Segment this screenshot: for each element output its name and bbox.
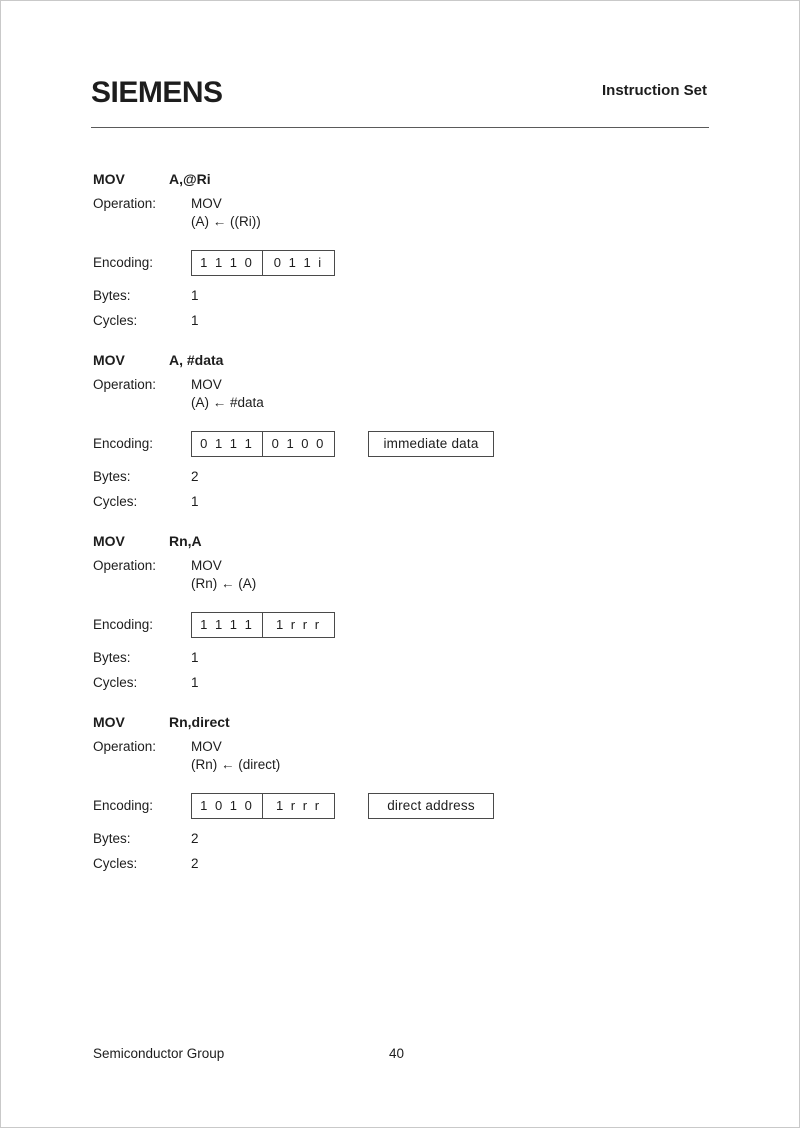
operands: Rn,direct (169, 714, 230, 730)
instruction-block-mov-a-ri (93, 171, 709, 352)
encoding-nibble-low: 1 r r r (275, 798, 322, 813)
operation-lines (191, 376, 264, 412)
operation-line: (Rn) ← (direct) (191, 757, 281, 772)
mnemonic: MOV (93, 533, 125, 549)
footer-group-name: Semiconductor Group (93, 1046, 225, 1061)
operation-label: Operation: (93, 377, 157, 392)
encoding-nibble-high: 1 1 1 0 (192, 251, 263, 275)
operation-lines (191, 557, 256, 593)
cycles-row (93, 855, 199, 873)
bytes-value: 1 (191, 650, 199, 665)
bytes-label: Bytes: (93, 650, 131, 665)
cycles-row (93, 312, 199, 330)
cycles-label: Cycles: (93, 856, 138, 871)
cycles-row (93, 493, 199, 511)
operation-line: (A) ← ((Ri)) (191, 214, 261, 229)
encoding-nibble-low: 1 r r r (275, 617, 322, 632)
encoding-row (93, 431, 709, 457)
cycles-value: 1 (191, 675, 199, 690)
operation-lines (191, 738, 280, 774)
bytes-label: Bytes: (93, 469, 131, 484)
operation-row (93, 738, 280, 774)
operation-row (93, 195, 261, 231)
operands: Rn,A (169, 533, 202, 549)
operands: A,@Ri (169, 171, 211, 187)
cycles-value: 2 (191, 856, 199, 871)
mnemonic: MOV (93, 171, 125, 187)
encoding-row (93, 250, 709, 276)
bytes-value: 2 (191, 831, 199, 846)
operation-line: (Rn) ← (A) (191, 576, 257, 591)
header-divider (91, 127, 709, 128)
instruction-block-mov-rn-direct (93, 714, 709, 895)
mnemonic: MOV (93, 714, 125, 730)
bytes-row (93, 830, 199, 848)
operation-line: MOV (191, 196, 222, 211)
encoding-nibble-low: 0 1 1 i (273, 255, 324, 270)
siemens-logo: SIEMENS (91, 76, 223, 109)
encoding-row (93, 612, 709, 638)
page-title: Instruction Set (601, 82, 707, 99)
footer-page-number: 40 (389, 1046, 405, 1061)
bytes-label: Bytes: (93, 288, 131, 303)
instruction-block-mov-a-data (93, 352, 709, 533)
encoding-nibble-high: 1 0 1 0 (192, 794, 263, 818)
cycles-label: Cycles: (93, 494, 138, 509)
operation-label: Operation: (93, 196, 157, 211)
operand-byte-box: immediate data (368, 431, 494, 457)
encoding-nibble-high: 1 1 1 1 (192, 613, 263, 637)
bytes-label: Bytes: (93, 831, 131, 846)
encoding-label: Encoding: (93, 436, 154, 451)
operand-byte-box: direct address (368, 793, 494, 819)
bytes-row (93, 649, 199, 667)
cycles-row (93, 674, 199, 692)
bytes-row (93, 287, 199, 305)
encoding-nibble-high: 0 1 1 1 (192, 432, 263, 456)
operation-row (93, 557, 256, 593)
encoding-label: Encoding: (93, 617, 154, 632)
encoding-box (191, 250, 335, 276)
instruction-title (93, 171, 211, 187)
encoding-label: Encoding: (93, 798, 154, 813)
operation-lines (191, 195, 261, 231)
encoding-label: Encoding: (93, 255, 154, 270)
operation-line: MOV (191, 739, 222, 754)
instruction-block-mov-rn-a (93, 533, 709, 714)
operation-line: (A) ← #data (191, 395, 264, 410)
operation-row (93, 376, 264, 412)
encoding-nibble-low: 0 1 0 0 (271, 436, 326, 451)
cycles-label: Cycles: (93, 313, 138, 328)
mnemonic: MOV (93, 352, 125, 368)
operation-line: MOV (191, 377, 222, 392)
cycles-value: 1 (191, 313, 199, 328)
operation-label: Operation: (93, 558, 157, 573)
encoding-row (93, 793, 709, 819)
instruction-title (93, 714, 230, 730)
bytes-value: 1 (191, 288, 199, 303)
operation-label: Operation: (93, 739, 157, 754)
operation-line: MOV (191, 558, 222, 573)
bytes-row (93, 468, 199, 486)
bytes-value: 2 (191, 469, 199, 484)
instruction-title (93, 533, 202, 549)
encoding-box (191, 431, 335, 457)
encoding-box (191, 793, 335, 819)
cycles-label: Cycles: (93, 675, 138, 690)
encoding-box (191, 612, 335, 638)
operands: A, #data (169, 352, 224, 368)
instruction-title (93, 352, 223, 368)
cycles-value: 1 (191, 494, 199, 509)
